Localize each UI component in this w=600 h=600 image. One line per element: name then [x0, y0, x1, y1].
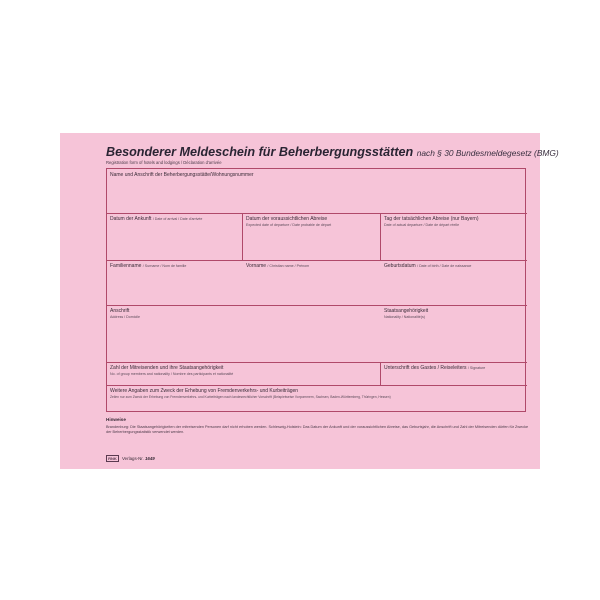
form-title-text: Besonderer Meldeschein für Beherbergungsstätten [106, 145, 414, 159]
field-expected-departure-en: Expected date of departure / Date probable de départ [246, 223, 332, 227]
form-header [106, 145, 559, 165]
field-actual-departure[interactable]: Tag der tatsächlichen Abreise (nur Bayern) [384, 216, 479, 222]
field-further-info-en: Zeilen nur zum Zweck der Erhebung von Fremdenverkehrs- und Kurbeiträgen nach landesrechtlicher Vorschrift (Beispielweise Vorpommern, Sachsen, Baden-Württemberg, Thüringen, Hessen) [110, 395, 391, 399]
form-title [106, 145, 559, 159]
field-nationality[interactable]: Staatsangehörigkeit [384, 308, 429, 314]
field-arrival-date[interactable]: Datum der Ankunft / Date of arrival / Date d'arrivée [110, 216, 203, 222]
publisher-number: Verlags-Nr. 1649 [122, 456, 155, 461]
field-name-address[interactable]: Name und Anschrift der Beherbergungsstätte/Wohnungsnummer [110, 172, 254, 178]
field-nationality-en: Nationality / Nationalité(s) [384, 315, 425, 319]
form-fields-grid [106, 168, 526, 412]
field-companions[interactable]: Zahl der Mitreisenden und ihre Staatsangehörigkeit [110, 365, 224, 371]
field-first-name[interactable]: Vorname / Christian name / Prénom [246, 263, 310, 269]
publisher-logo-icon: RNK [106, 455, 119, 462]
registration-form-sheet [60, 133, 559, 469]
field-surname[interactable]: Familienname / Surname / Nom de famille [110, 263, 187, 269]
field-address[interactable]: Anschrift [110, 308, 130, 314]
publisher-footer [106, 455, 155, 462]
field-address-en: Address / Domicile [110, 315, 140, 319]
field-further-info[interactable]: Weitere Angaben zum Zweck der Erhebung von Fremdenverkehrs- und Kurbeiträgen [110, 388, 299, 394]
field-companions-en: No. of group members and nationality / Nombre des participants et nationalité [110, 372, 234, 376]
field-expected-departure[interactable]: Datum der voraussichtlichen Abreise [246, 216, 328, 222]
field-actual-departure-en: Date of actual departure / Date de départ réelle [384, 223, 460, 227]
notes-text: Brandenburg: Die Staatsangehörigkeiten der mitreisenden Personen darf nicht erhoben werden. Schleswig-Holstein: Das Datum der Ankunft und der voraussichtlichen Abreise, das Geburtsjahr, die Anschrift und Zahl der Mitreisenden dürfen für Zwecke der Beherbergungsstatistik verwendet werden. [106, 425, 529, 434]
notes-heading: Hinweise [106, 417, 126, 422]
form-subtitle: Registration form of hotels and lodgings / Déclaration d'arrivée [106, 160, 222, 165]
field-birth-date[interactable]: Geburtsdatum / Date of birth / Date de naissance [384, 263, 472, 269]
form-title-suffix: nach § 30 Bundesmeldegesetz (BMG) [416, 148, 559, 158]
field-signature[interactable]: Unterschrift des Gastes / Reiseleiters / Signature [384, 365, 486, 371]
notes-section [106, 417, 531, 435]
